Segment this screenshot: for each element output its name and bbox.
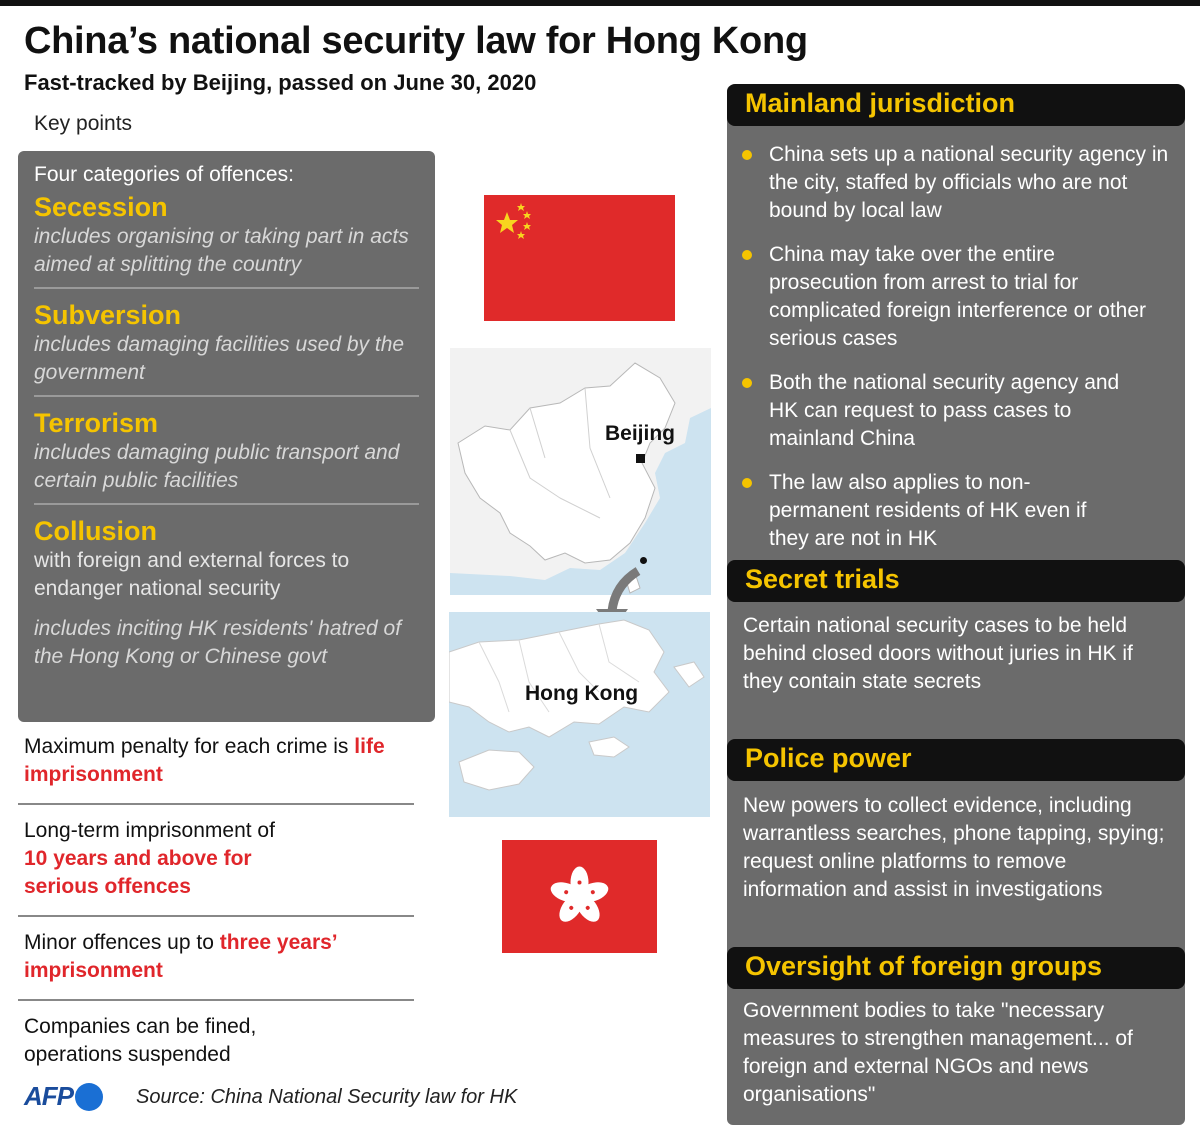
china-flag xyxy=(484,195,675,321)
afp-logo xyxy=(24,1081,103,1112)
offence-title: Subversion xyxy=(34,300,182,330)
offences-heading: Four categories of offences: xyxy=(34,163,294,186)
penalty-item xyxy=(18,929,414,1001)
china-map-shape xyxy=(450,348,711,595)
offence-title: Secession xyxy=(34,192,168,222)
china-flag-stars xyxy=(484,195,675,321)
beijing-label: Beijing xyxy=(605,422,676,445)
bauhinia-icon xyxy=(502,840,657,953)
offence-desc-extra: includes inciting HK residents' hatred of the Hong Kong or Chinese govt xyxy=(34,617,402,668)
page-title: China’s national security law for Hong Kong xyxy=(24,20,808,62)
bullet-item xyxy=(742,241,1172,353)
penalty-item xyxy=(18,1013,298,1083)
bullet-dot-icon xyxy=(742,150,752,160)
offence-desc: includes damaging facilities used by the government xyxy=(34,333,405,384)
police-text: New powers to collect evidence, including warrantless searches, phone tapping, spying; request online platforms to remove information and assist in investigations xyxy=(743,794,1165,901)
source-note: Source: China National Security law for HK xyxy=(136,1086,518,1108)
penalty-highlight: three years’ imprisonment xyxy=(24,931,337,982)
offences-panel xyxy=(18,151,435,722)
oversight-text: Government bodies to take "necessary measures to strengthen management... of foreign and external NGOs and news organisations" xyxy=(743,999,1133,1106)
bullet-item xyxy=(742,469,1172,553)
china-map xyxy=(450,348,711,595)
bullet-item xyxy=(742,369,1172,453)
page-subtitle: Fast-tracked by Beijing, passed on June 30, 2020 xyxy=(24,70,537,95)
offence-secession xyxy=(34,191,419,289)
top-rule xyxy=(0,0,1200,6)
mainland-bullets xyxy=(742,141,1172,569)
penalty-highlight: life imprisonment xyxy=(24,735,385,786)
bullet-dot-icon xyxy=(742,250,752,260)
bullet-text: The law also applies to non-permanent residents of HK even if they are not in HK xyxy=(769,471,1087,550)
bullet-text: China may take over the entire prosecution from arrest to trial for complicated foreign interference or other serious cases xyxy=(769,243,1147,350)
bullet-text: China sets up a national security agency in the city, staffed by officials who are not bound by local law xyxy=(769,143,1169,222)
hongkong-map-shape xyxy=(449,612,710,817)
penalty-item xyxy=(18,733,414,805)
section-header-oversight: Oversight of foreign groups xyxy=(727,947,1185,989)
offence-collusion xyxy=(34,515,419,679)
penalty-text: Long-term imprisonment of xyxy=(24,819,275,842)
secret-trials-text: Certain national security cases to be held behind closed doors without juries in HK if they contain state secrets xyxy=(743,614,1133,693)
offence-desc: with foreign and external forces to endanger national security xyxy=(34,549,350,600)
offence-subversion xyxy=(34,299,419,397)
afp-logo-dot xyxy=(75,1083,103,1111)
section-header-mainland: Mainland jurisdiction xyxy=(727,84,1185,126)
hongkong-marker xyxy=(640,557,647,564)
section-header-police: Police power xyxy=(727,739,1185,781)
offence-title: Terrorism xyxy=(34,408,159,438)
penalty-text: Minor offences up to xyxy=(24,931,220,954)
key-points-label: Key points xyxy=(34,112,133,135)
section-header-secret-trials: Secret trials xyxy=(727,560,1185,602)
penalty-text: Maximum penalty for each crime is xyxy=(24,735,355,758)
penalties-list xyxy=(18,733,414,1095)
afp-logo-text: AFP xyxy=(24,1081,73,1111)
bullet-dot-icon xyxy=(742,478,752,488)
bullet-dot-icon xyxy=(742,378,752,388)
hongkong-map xyxy=(449,612,710,817)
offence-terrorism xyxy=(34,407,419,505)
offence-title: Collusion xyxy=(34,516,157,546)
bullet-text: Both the national security agency and HK can request to pass cases to mainland China xyxy=(769,371,1120,450)
penalty-highlight: 10 years and above for serious offences xyxy=(24,847,252,898)
offence-desc: includes organising or taking part in acts aimed at splitting the country xyxy=(34,225,409,276)
penalty-text: Companies can be fined, operations suspended xyxy=(24,1015,257,1066)
hongkong-label: Hong Kong xyxy=(525,682,639,705)
offence-desc: includes damaging public transport and certain public facilities xyxy=(34,441,400,492)
beijing-marker xyxy=(636,454,645,463)
penalty-item xyxy=(18,817,414,917)
bullet-item xyxy=(742,141,1172,225)
hongkong-flag xyxy=(502,840,657,953)
